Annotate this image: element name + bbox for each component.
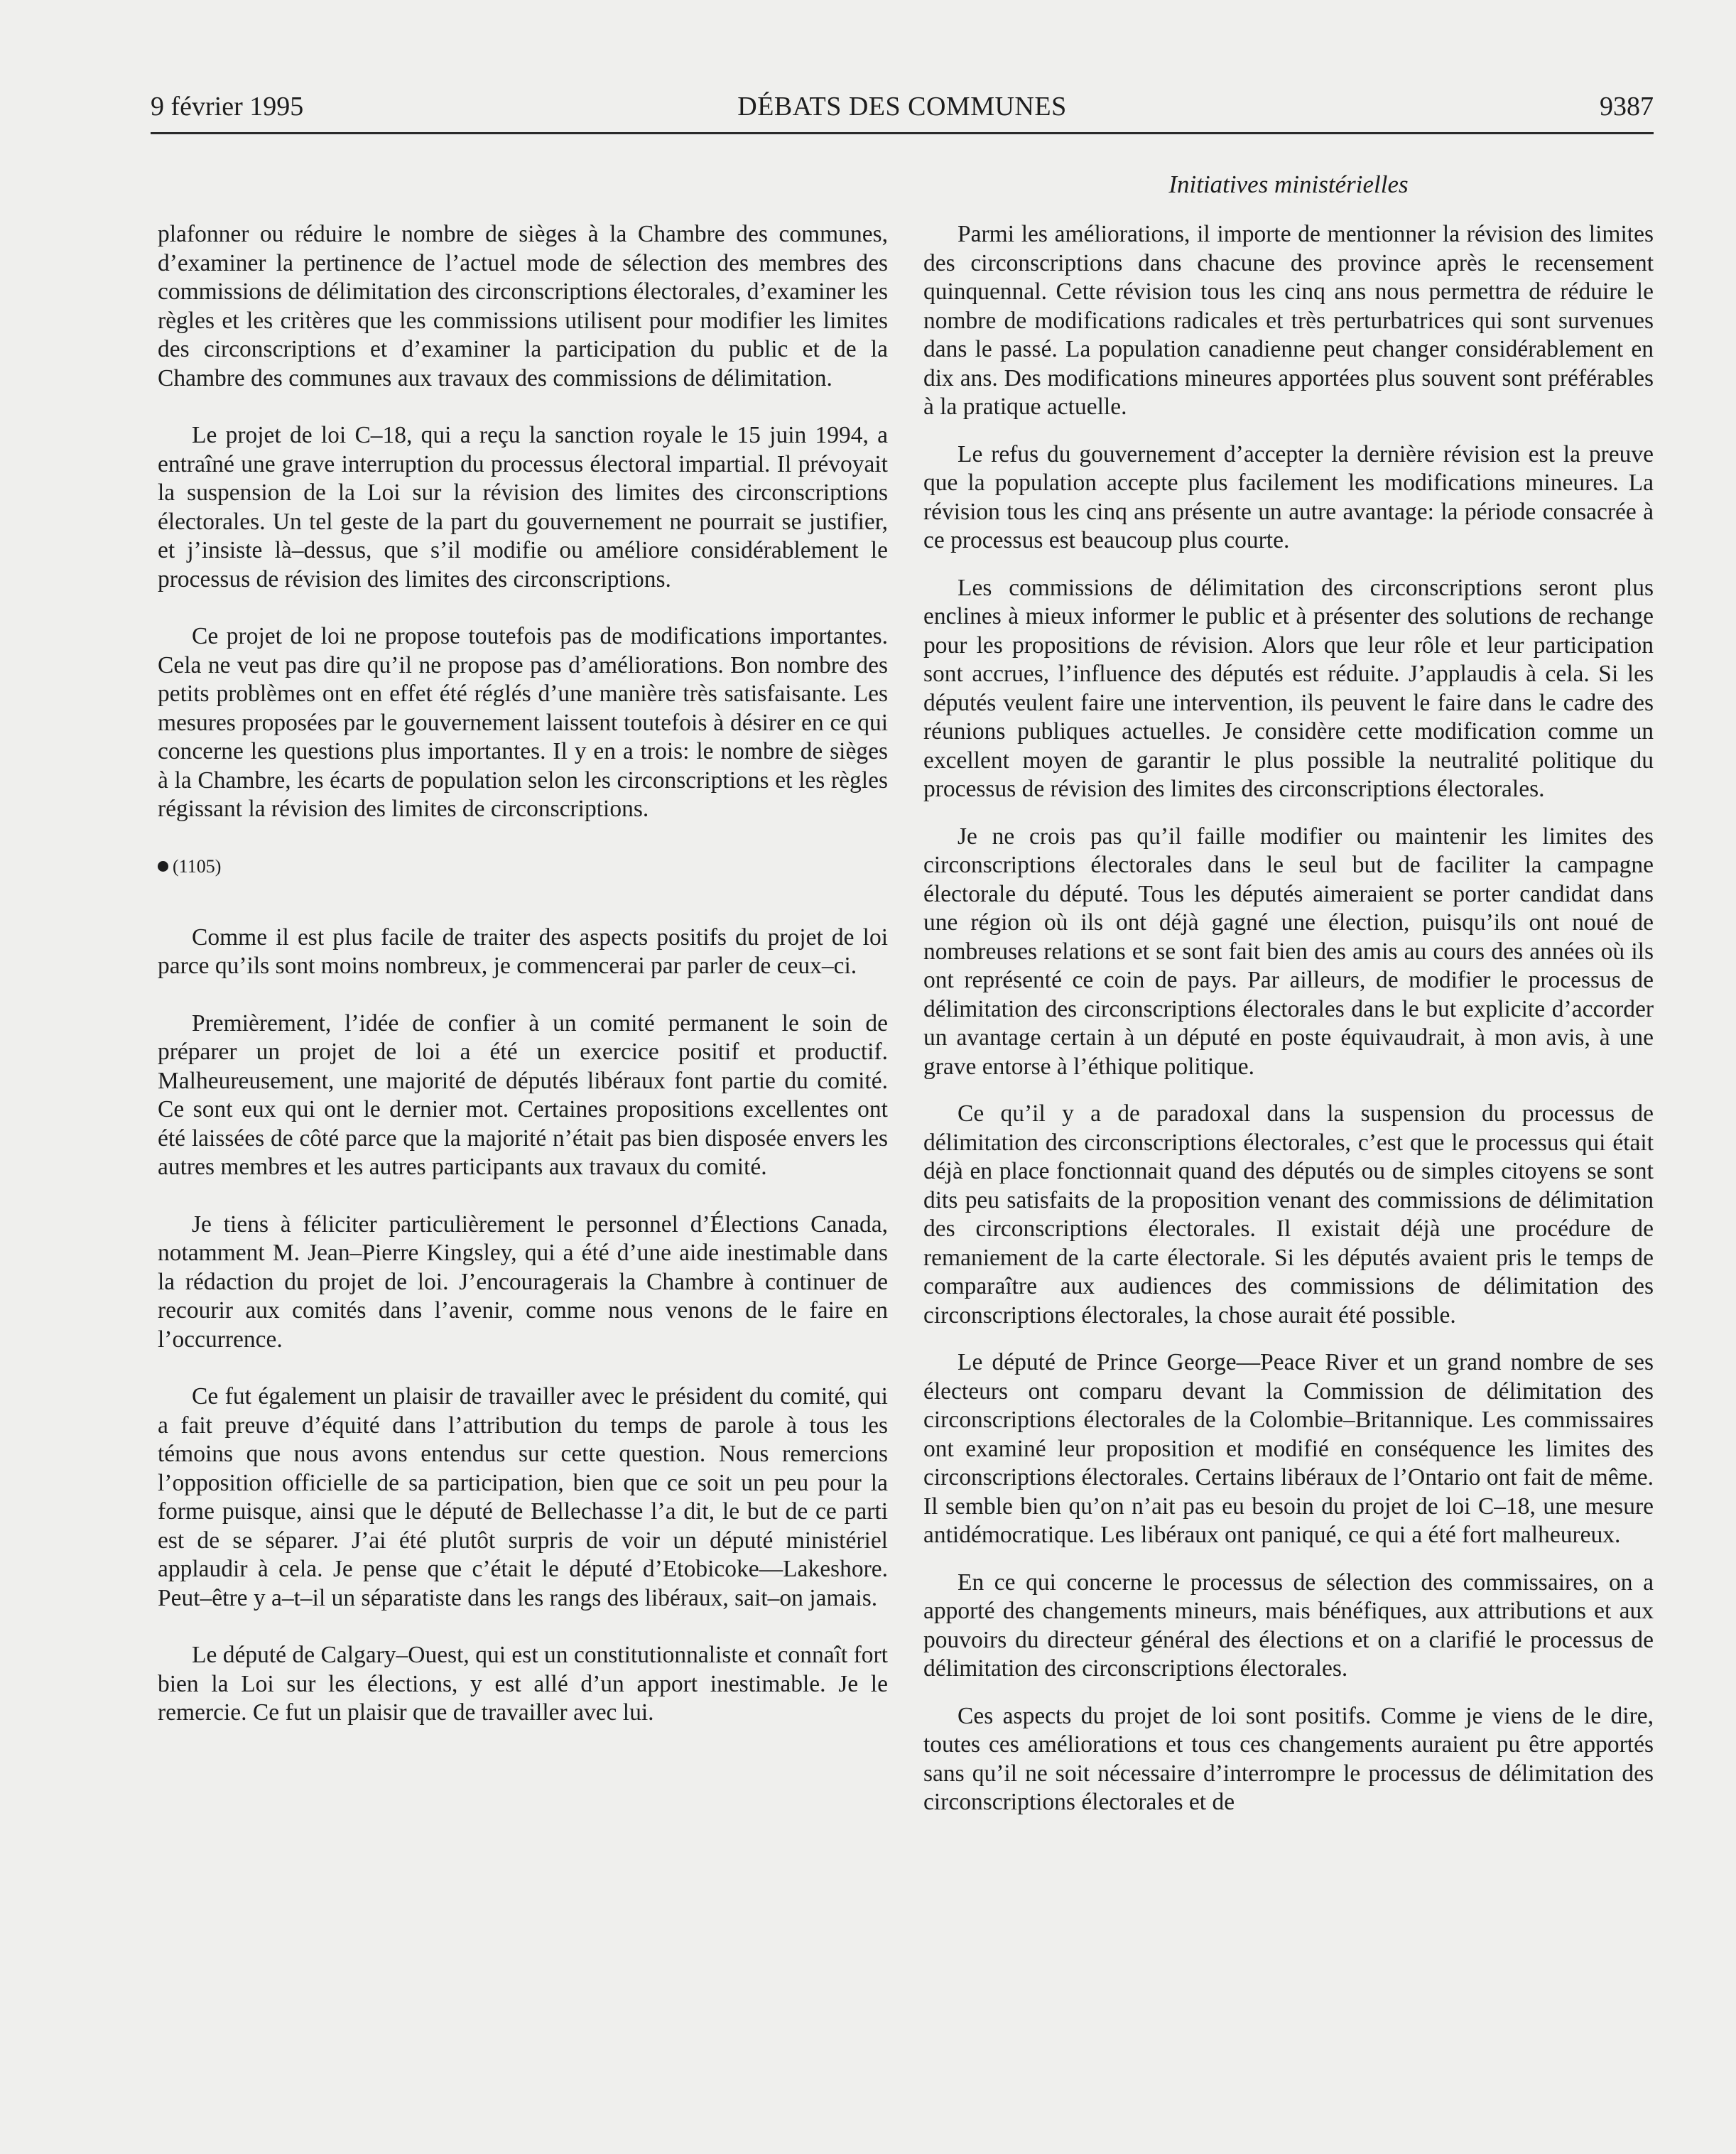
paragraph: Parmi les améliorations, il importe de mentionner la révision des limites des circonscriptions dans chacune des province après le recensement quinquennal. Cette révision tous les cinq ans nous permettra de réduire le nombre de modifications radicales et très perturbatrices qui sont survenues dans le passé. La population canadienne peut changer considérablement en dix ans. Des modifications mineures apportées plus souvent sont préférables à la pratique actuelle.: [923, 221, 1654, 420]
page-header: [151, 91, 1654, 129]
header-page-number: 9387: [1600, 92, 1654, 121]
paragraph: plafonner ou réduire le nombre de sièges à la Chambre des communes, d’examiner la pertinence de l’actuel mode de sélection des membres des commissions de délimitation des circonscriptions électorales, d’examiner les règles et les critères que les commissions utilisent pour modifier les limites des circonscriptions et d’examiner la participation du public et de la Chambre des communes aux travaux des commissions de délimitation.: [158, 221, 888, 391]
paragraph: Ce qu’il y a de paradoxal dans la suspension du processus de délimitation des circonscriptions électorales, c’est que le processus qui était déjà en place fonctionnait quand des députés ou de simples citoyens se sont dits peu satisfaits de la proposition venant des commissions de délimitation des circonscriptions électorales. Il existait déjà une procédure de remaniement de la carte électorale. Si les députés avaient pris le temps de comparaître aux audiences des commissions de délimitation des circonscriptions électorales, la chose aurait été possible.: [923, 1100, 1654, 1328]
paragraph: Le député de Calgary–Ouest, qui est un constitutionnaliste et connaît fort bien la Loi sur les élections, y est allé d’un apport inestimable. Je le remercie. Ce fut un plaisir que de travailler avec lui.: [158, 1642, 888, 1726]
left-column: [158, 220, 888, 1756]
paragraph: Ce projet de loi ne propose toutefois pas de modifications importantes. Cela ne veut pas dire qu’il ne propose pas d’améliorations. Bon nombre des petits problèmes ont en effet été réglés d’une manière très satisfaisante. Les mesures proposées par le gouvernement laissent toutefois à désirer en ce qui concerne les questions plus importantes. Il y en a trois: le nombre de sièges à la Chambre, les écarts de population selon les circonscriptions et les règles régissant la révision des limites de circonscriptions.: [158, 623, 888, 822]
time-marker-label: (1105): [173, 855, 222, 877]
header-rule: [151, 132, 1654, 134]
paragraph: Les commissions de délimitation des circonscriptions seront plus enclines à mieux informer le public et à présenter des solutions de rechange pour les propositions de révision. Alors que leur rôle et leur participation sont accrues, l’influence des députés est réduite. J’applaudis à cela. Si les députés veulent faire une intervention, ils peuvent le faire dans le cadre des réunions publiques actuelles. Je considère cette modification comme un excellent moyen de garantir le plus possible la neutralité politique du processus de révision des limites des circonscriptions électorales.: [923, 574, 1654, 802]
paragraph: Le député de Prince George—Peace River et un grand nombre de ses électeurs ont comparu devant la Commission de délimitation des circonscriptions électorales de la Colombie–Britannique. Les commissaires ont examiné leur proposition et modifié en conséquence les limites des circonscriptions électorales. Certains libéraux de l’Ontario ont fait de même. Il semble bien qu’on n’ait pas eu besoin du projet de loi C–18, une mesure antidémocratique. Les libéraux ont paniqué, ce qui a été fort malheureux.: [923, 1349, 1654, 1548]
bullet-icon: [158, 861, 168, 872]
right-column: [923, 220, 1654, 1836]
time-marker: [158, 853, 888, 881]
paragraph: Ces aspects du projet de loi sont positifs. Comme je viens de le dire, toutes ces améliorations et tous ces changements auraient pu être apportés sans qu’il ne soit nécessaire d’interrompre le processus de délimitation des circonscriptions électorales et de: [923, 1702, 1654, 1815]
paragraph: Je ne crois pas qu’il faille modifier ou maintenir les limites des circonscriptions électorales dans le seul but de faciliter la campagne électorale du député. Tous les députés aimeraient se porter candidat dans une région où ils ont déjà gagné une élection, puisqu’ils ont noué de nombreuses relations et se sont fait bien des amis au cours des années où ils ont représenté ce coin de pays. Par ailleurs, de modifier le processus de délimitation des circonscriptions électorales dans le but explicite d’accorder un avantage certain à un député en poste équivaudrait, à mon avis, à une grave entorse à l’éthique politique.: [923, 823, 1654, 1080]
paragraph: Ce fut également un plaisir de travailler avec le président du comité, qui a fait preuve d’équité dans l’attribution du temps de parole à tous les témoins que nous avons entendus sur cette question. Nous remercions l’opposition officielle de sa participation, bien que ce soit un peu pour la forme puisque, ainsi que le député de Bellechasse l’a dit, le but de ce parti est de se séparer. J’ai été plutôt surpris de voir un député ministériel applaudir à cela. Je pense que c’était le député d’Etobicoke—Lakeshore. Peut–être y a–t–il un séparatiste dans les rangs des libéraux, sait–on jamais.: [158, 1383, 888, 1611]
header-title: DÉBATS DES COMMUNES: [737, 92, 1067, 121]
paragraph: Le projet de loi C–18, qui a reçu la sanction royale le 15 juin 1994, a entraîné une grave interruption du processus électoral impartial. Il prévoyait la suspension de la Loi sur la révision des limites des circonscriptions électorales. Un tel geste de la part du gouvernement ne pourrait se justifier, et j’insiste là–dessus, que s’il modifie ou améliore considérablement le processus de révision des limites des circonscriptions.: [158, 422, 888, 592]
paragraph: En ce qui concerne le processus de sélection des commissaires, on a apporté des changements mineurs, mais bénéfiques, aux attributions et aux pouvoirs du directeur général des élections et on a clarifié le processus de délimitation des circonscriptions électorales.: [923, 1569, 1654, 1682]
paragraph: Je tiens à féliciter particulièrement le personnel d’Élections Canada, notamment M. Jean–Pierre Kingsley, qui a été d’une aide inestimable dans la rédaction du projet de loi. J’encouragerais la Chambre à continuer de recourir aux comités dans l’avenir, comme nous venons de le faire en l’occurrence.: [158, 1211, 888, 1353]
header-date: 9 février 1995: [151, 92, 304, 121]
paragraph: Comme il est plus facile de traiter des aspects positifs du projet de loi parce qu’ils sont moins nombreux, je commencerai par parler de ceux–ci.: [158, 924, 888, 979]
paragraph: Le refus du gouvernement d’accepter la dernière révision est la preuve que la population accepte plus facilement les modifications mineures. La révision tous les cinq ans présente un autre avantage: la période consacrée à ce processus est beaucoup plus courte.: [923, 440, 1654, 553]
paragraph: Premièrement, l’idée de confier à un comité permanent le soin de préparer un projet de loi a été un exercice positif et productif. Malheureusement, une majorité de députés libéraux font partie du comité. Ce sont eux qui ont le dernier mot. Certaines propositions excellentes ont été laissées de côté parce que la majorité n’était pas bien disposée envers les autres membres et les autres participants aux travaux du comité.: [158, 1010, 888, 1180]
section-heading: Initiatives ministérielles: [1168, 171, 1409, 198]
